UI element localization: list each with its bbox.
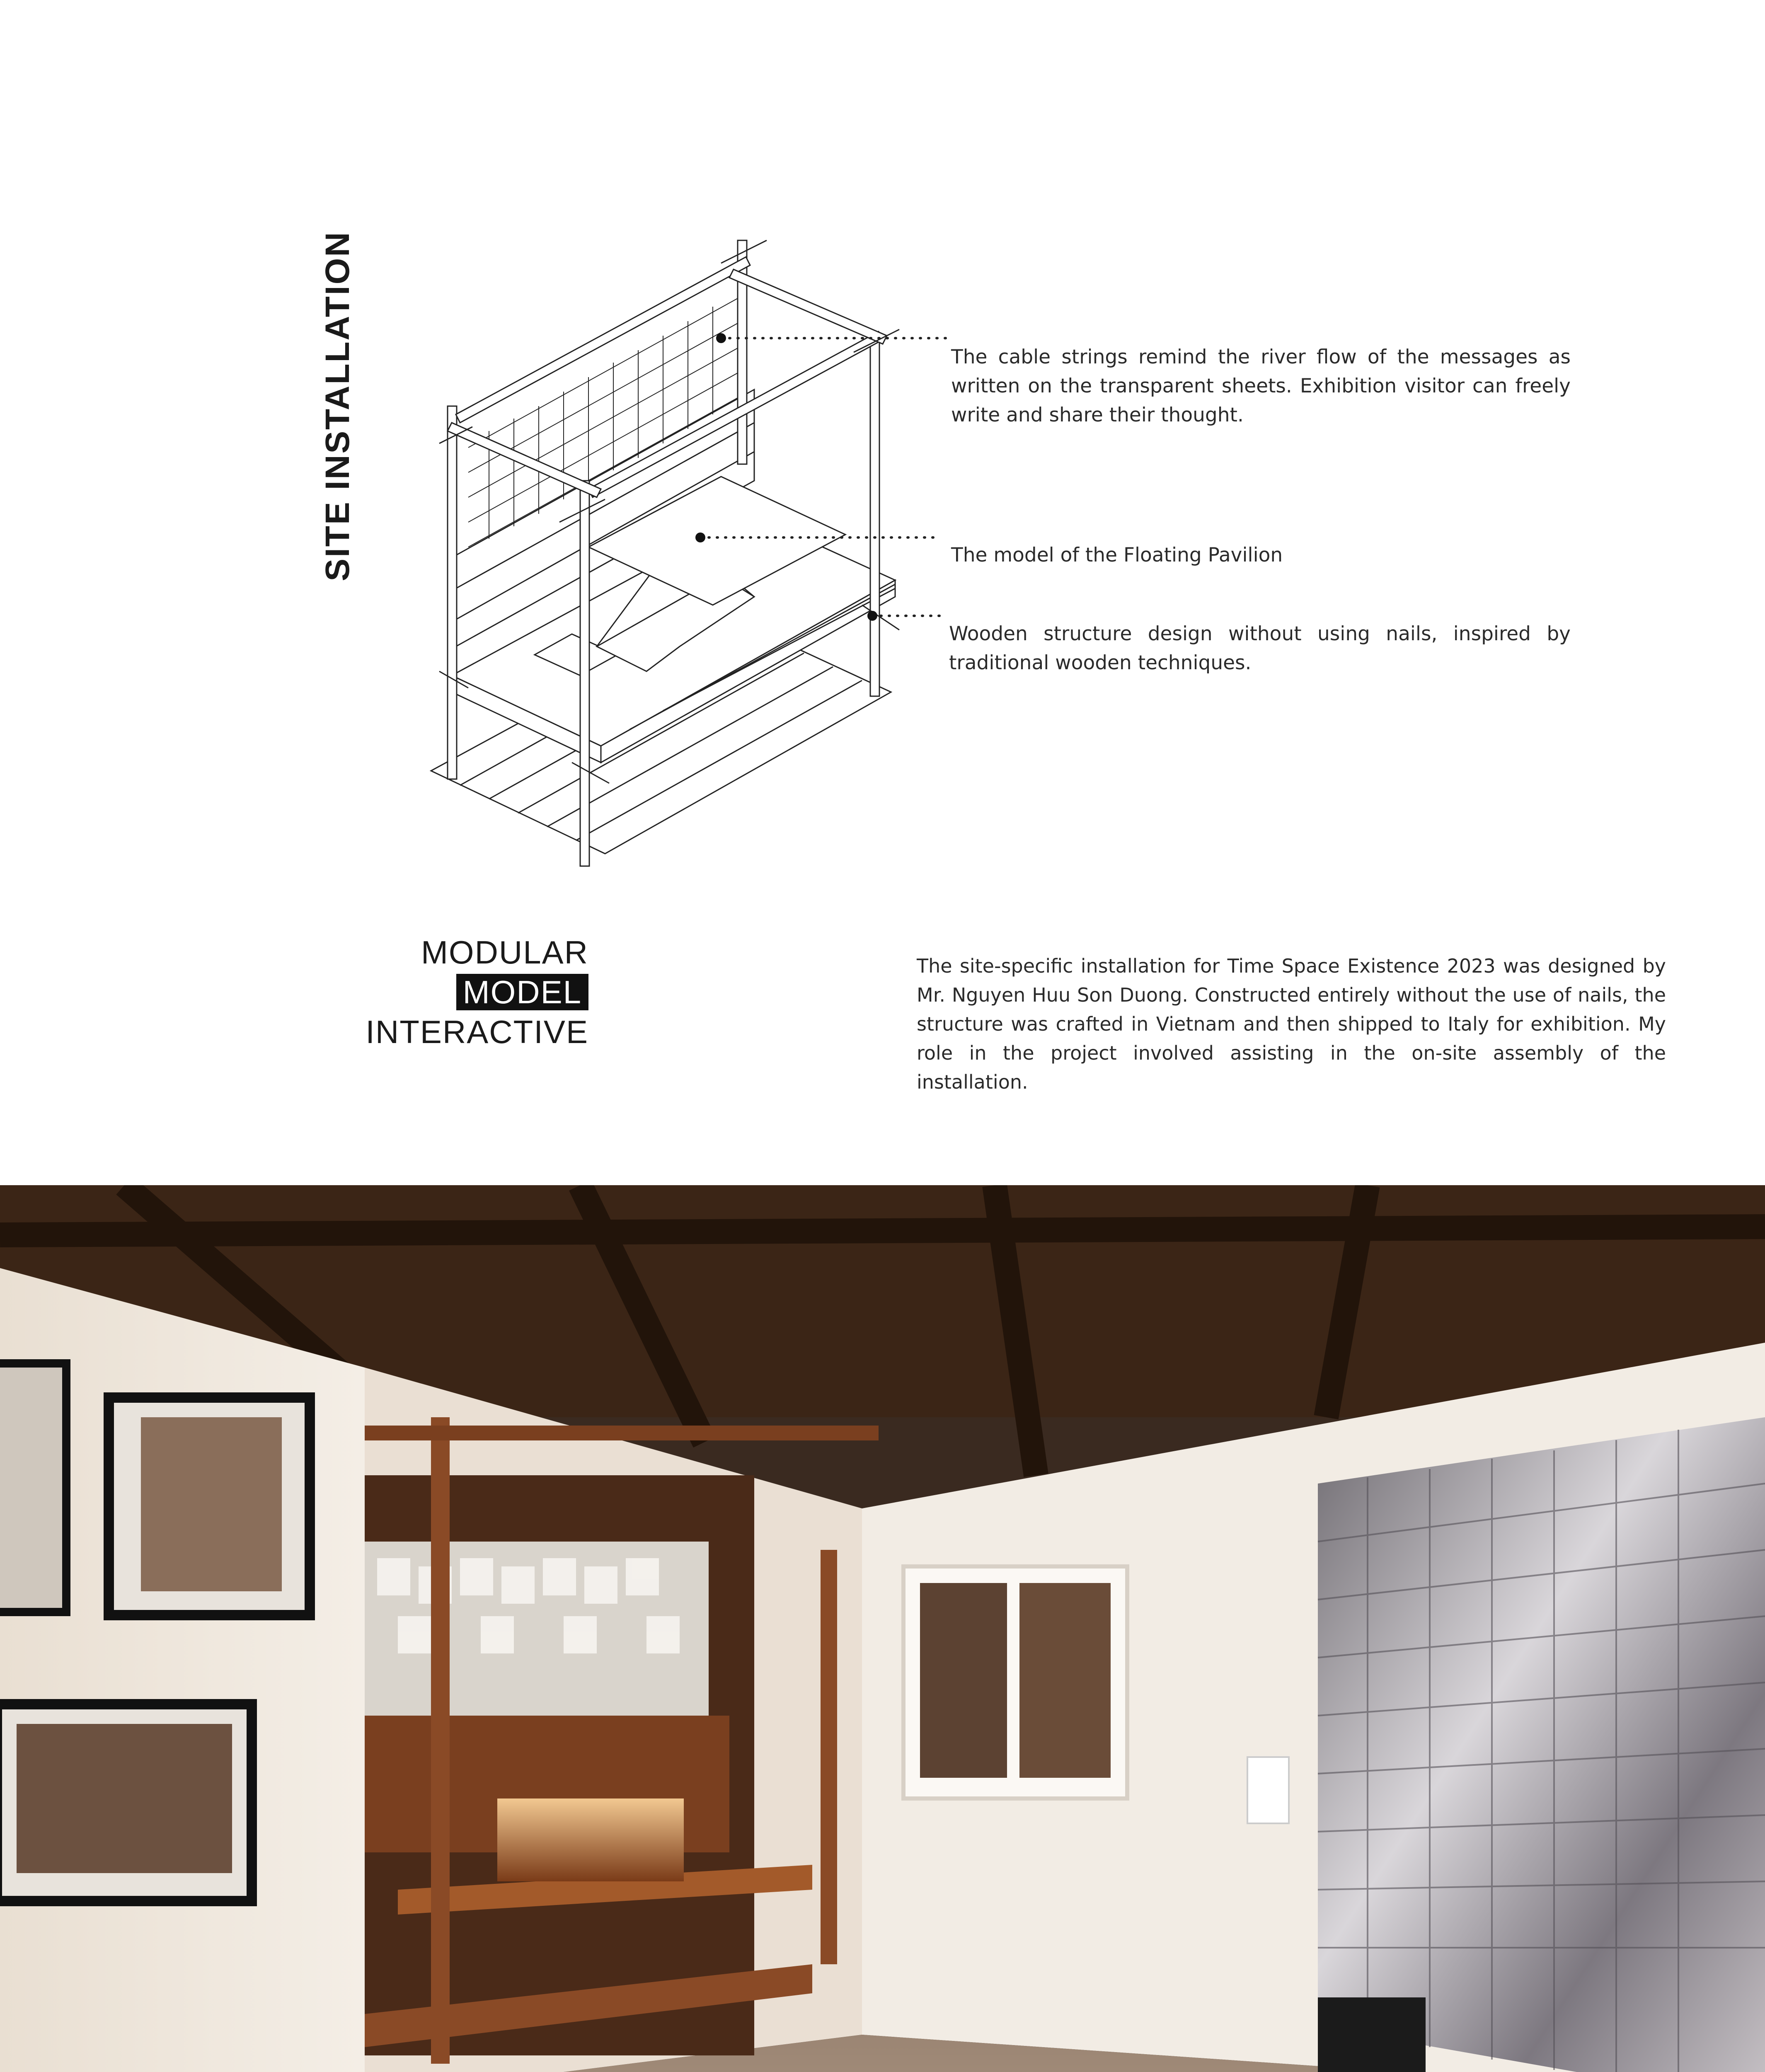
exhibition-photo — [0, 1185, 1765, 2072]
section-title-text: SITE INSTALLATION — [319, 231, 356, 581]
tagline-line-3: INTERACTIVE — [366, 1014, 588, 1050]
tagline-line-2: MODEL — [456, 974, 588, 1010]
tagline-line-1: MODULAR — [421, 934, 588, 971]
annotation-pavilion-model: The model of the Floating Pavilion — [951, 544, 1283, 566]
installation-diagram — [423, 232, 953, 870]
section-title — [313, 231, 363, 581]
annotation-cable-strings: The cable strings remind the river flow of the messages as written on the transparent sheets. Exhibition visitor can freely write and share their thought. — [951, 346, 1571, 426]
pavilion-model-photo — [497, 1798, 684, 1881]
project-description: The site-specific installation for Time Space Existence 2023 was designed by Mr. Nguyen Huu Son Duong. Constructed entirely without the use of nails, the structure was crafted in Vietnam and then shipped to Italy for exhibition. My role in the project involved assisting in the on-site assembly of the installation. — [917, 955, 1666, 1093]
bag — [1318, 1997, 1426, 2072]
annotation-wooden-structure: Wooden structure design without using nails, inspired by traditional wooden techniques. — [949, 622, 1571, 674]
post — [448, 406, 457, 779]
tagline — [290, 932, 588, 1052]
foil-installation — [1318, 1417, 1765, 2072]
